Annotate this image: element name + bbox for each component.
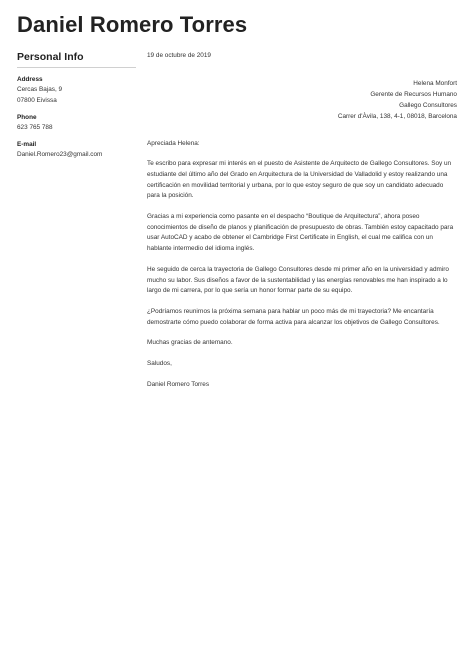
letter-greeting: Apreciada Helena: — [147, 139, 200, 147]
letter-paragraph: ¿Podríamos reunirnos la próxima semana para hablar un poco más de mi trayectoria? Me encantaría demostrarte cómo puedo colaborar de forma activa para alcanzar los objetivos de Gallego Consultores. — [147, 307, 440, 326]
letter-paragraph: He seguido de cerca la trayectoria de Gallego Consultores desde mi primer año en la universidad y admiro mucho su labor. Sus diseños a favor de la sustentabilidad y las energías renovables me han inspirado a lo largo de mi carrera, por lo que sería un honor formar parte de su equipo. — [147, 265, 449, 295]
recipient-name: Helena Monfort — [413, 79, 457, 87]
address-line: 07800 Eivissa — [17, 97, 57, 104]
letter-paragraph: Te escribo para expresar mi interés en el puesto de Asistente de Arquitecto de Gallego Consultores. Soy un estudiante del último año del Grado en Arquitectura de la Universidad de Valladolid y estoy realizando una certificación en movilidad territorial y urbana, por lo que estoy seguro de que soy un candidato adecuado para la posición. — [147, 160, 452, 200]
phone-value: 623 765 788 — [17, 124, 53, 131]
recipient-company: Gallego Consultores — [399, 102, 457, 110]
phone-label: Phone — [17, 114, 37, 121]
address-block — [17, 75, 136, 106]
letter-signature: Daniel Romero Torres — [147, 380, 210, 388]
phone-block — [17, 113, 136, 133]
address-label: Address — [17, 76, 43, 83]
personal-info-sidebar — [17, 51, 136, 167]
cover-letter-body — [147, 51, 457, 390]
recipient-block — [147, 78, 457, 123]
letter-paragraph: Muchas gracias de antemano. — [147, 339, 233, 347]
email-value: Daniel.Romero23@gmail.com — [17, 151, 103, 158]
applicant-name: Daniel Romero Torres — [17, 12, 248, 37]
recipient-title: Gerente de Recursos Humano — [370, 90, 457, 98]
personal-info-heading: Personal Info — [17, 51, 136, 68]
letter-closing: Saludos, — [147, 360, 172, 368]
letter-date: 19 de octubre de 2019 — [147, 52, 211, 59]
recipient-address: Carrer d'Àvila, 138, 4-1, 08018, Barcelona — [337, 113, 457, 121]
email-block — [17, 140, 136, 160]
address-line: Cercas Bajas, 9 — [17, 86, 63, 93]
email-label: E-mail — [17, 141, 37, 148]
letter-paragraph: Gracias a mi experiencia como pasante en el despacho “Boutique de Arquitectura”, ahora poseo conocimientos de diseño de planos y planificación de presupuesto de obras. También estoy capacitado para usar AutoCAD y acabo de obtener el Cambridge First Certificate in English, el cual me califica con un hablante intermedio del idioma inglés. — [147, 213, 454, 253]
